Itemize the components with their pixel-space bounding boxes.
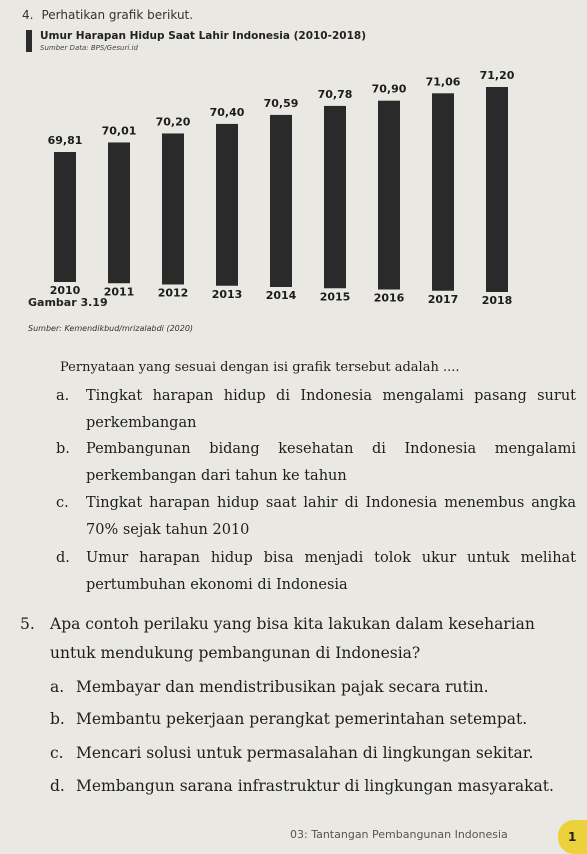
category-label-2014: 2014: [265, 289, 297, 302]
category-label-2012: 2012: [157, 286, 189, 300]
chart-data-source: Sumber Data: BPS/Gesuri.id: [40, 44, 138, 52]
chart-title-accent-bar: [26, 30, 32, 52]
category-label-2017: 2017: [427, 292, 459, 306]
value-label-2011: 70,01: [101, 124, 137, 138]
life-expectancy-bar-chart: [0, 60, 587, 310]
value-label-2013: 70,40: [209, 105, 245, 119]
category-label-2010: 2010: [49, 284, 81, 297]
figure-source: Sumber: Kemendikbud/mrizalabdi (2020): [28, 324, 194, 333]
option-text: Membangun sarana infrastruktur di lingkungan masyarakat.: [76, 777, 554, 795]
value-label-2016: 70,90: [371, 82, 407, 96]
page-number-tab: 1: [558, 820, 587, 854]
option-letter: b.: [56, 441, 70, 457]
option-letter: b.: [50, 710, 65, 728]
option-letter: a.: [56, 388, 70, 404]
option-letter: c.: [50, 744, 64, 762]
bar-2010: [54, 152, 76, 282]
question-4-option-b[interactable]: [56, 436, 576, 490]
question-4-intro: Perhatikan grafik berikut.: [41, 8, 194, 22]
question-4-header: [22, 8, 193, 22]
option-letter: c.: [56, 495, 69, 511]
bar-2017: [432, 93, 454, 290]
question-5-option-a[interactable]: [50, 676, 580, 698]
question-5: [20, 610, 580, 668]
question-5-option-c[interactable]: [50, 742, 580, 764]
bar-2018: [486, 87, 508, 292]
bar-2013: [216, 124, 238, 286]
value-label-2012: 70,20: [155, 115, 191, 129]
option-letter: d.: [56, 550, 70, 566]
question-4-option-d[interactable]: [56, 545, 576, 599]
category-label-2011: 2011: [103, 285, 135, 299]
figure-label: Gambar 3.19: [28, 296, 108, 309]
bar-2015: [324, 106, 346, 288]
chapter-footer: 03: Tantangan Pembangunan Indonesia: [290, 828, 508, 841]
option-text: Mencari solusi untuk permasalahan di lingkungan sekitar.: [76, 744, 534, 762]
option-letter: a.: [50, 678, 65, 696]
category-label-2018: 2018: [481, 294, 513, 307]
option-text: Pembangunan bidang kesehatan di Indonesia mengalami perkembangan dari tahun ke tahun: [86, 441, 576, 484]
bar-2016: [378, 101, 400, 290]
value-label-2015: 70,78: [317, 87, 353, 101]
option-letter: d.: [50, 777, 65, 795]
option-text: Tingkat harapan hidup di Indonesia mengalami pasang surut perkembangan: [86, 388, 576, 431]
value-label-2010: 69,81: [47, 134, 83, 147]
value-label-2018: 71,20: [479, 69, 515, 82]
bar-2014: [270, 115, 292, 287]
category-label-2013: 2013: [211, 287, 243, 301]
question-5-text: Apa contoh perilaku yang bisa kita lakukan dalam keseharian untuk mendukung pembangunan di Indonesia?: [50, 615, 535, 662]
bar-2011: [108, 142, 130, 283]
category-label-2015: 2015: [319, 290, 351, 304]
value-label-2014: 70,59: [263, 96, 299, 110]
question-5-option-b[interactable]: [50, 708, 580, 730]
option-text: Umur harapan hidup bisa menjadi tolok ukur untuk melihat pertumbuhan ekonomi di Indonesia: [86, 550, 576, 593]
question-5-option-d[interactable]: [50, 775, 580, 797]
category-label-2016: 2016: [373, 291, 405, 305]
question-4-option-c[interactable]: [56, 490, 576, 544]
option-text: Membayar dan mendistribusikan pajak secara rutin.: [76, 678, 489, 696]
option-text: Tingkat harapan hidup saat lahir di Indonesia menembus angka 70% sejak tahun 2010: [86, 495, 576, 538]
value-label-2017: 71,06: [425, 75, 461, 89]
question-4-statement: Pernyataan yang sesuai dengan isi grafik tersebut adalah ....: [60, 360, 460, 375]
question-4-option-a[interactable]: [56, 383, 576, 437]
question-5-number: 5.: [20, 615, 35, 633]
chart-title: Umur Harapan Hidup Saat Lahir Indonesia (2010-2018): [40, 30, 366, 42]
question-4-number: 4.: [22, 8, 34, 22]
option-text: Membantu pekerjaan perangkat pemerintahan setempat.: [76, 710, 528, 728]
bar-2012: [162, 133, 184, 284]
